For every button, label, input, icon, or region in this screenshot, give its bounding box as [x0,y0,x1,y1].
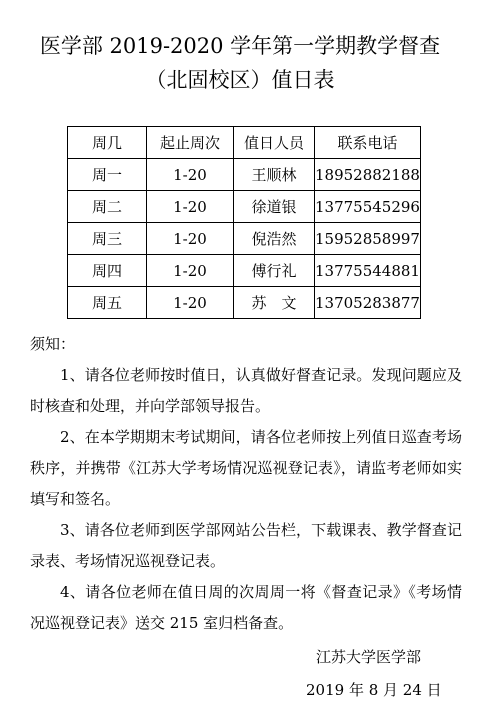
cell-duty-person: 王顺林 [234,159,315,191]
notes-heading: 须知： [30,335,76,353]
cell-weekday: 周四 [68,255,147,287]
note-item-1: 1、请各位老师按时值日，认真做好督查记录。发现问题应及时核查和处理，并向学部领导报告。 [30,366,462,415]
cell-weekday: 周一 [68,159,147,191]
table-header-row [68,127,421,159]
cell-week-range: 1-20 [147,287,234,319]
header-duty-person: 值日人员 [234,127,315,159]
cell-phone: 13775545296 [315,191,421,223]
cell-duty-person: 徐道银 [234,191,315,223]
note-item-4: 4、请各位老师在值日周的次周周一将《督查记录》《考场情况巡视登记表》送交 215 室归档备查。 [30,583,462,632]
cell-phone: 13705283877 [315,287,421,319]
cell-week-range: 1-20 [147,159,234,191]
table-row [68,191,421,223]
document-title-line1: 医学部 2019-2020 学年第一学期教学督查 [39,34,441,58]
table-row [68,255,421,287]
header-week-range: 起止周次 [147,127,234,159]
cell-duty-person: 倪浩然 [234,223,315,255]
issue-date: 2019 年 8 月 24 日 [306,681,442,699]
cell-weekday: 周三 [68,223,147,255]
cell-phone: 15952858997 [315,223,421,255]
cell-phone: 18952882188 [315,159,421,191]
document-title-line2: （北固校区）值日表 [145,68,335,92]
duty-table [67,126,421,319]
cell-week-range: 1-20 [147,191,234,223]
note-item-2: 2、在本学期期末考试期间，请各位老师按上列值日巡查考场秩序，并携带《江苏大学考场情况巡视登记表》，请监考老师如实填写和签名。 [30,428,462,508]
header-phone: 联系电话 [315,127,421,159]
cell-weekday: 周五 [68,287,147,319]
table-row [68,287,421,319]
cell-weekday: 周二 [68,191,147,223]
cell-duty-person: 傅行礼 [234,255,315,287]
cell-duty-person: 苏 文 [234,287,315,319]
cell-phone: 13775544881 [315,255,421,287]
issuing-organization: 江苏大学医学部 [316,648,422,666]
cell-week-range: 1-20 [147,255,234,287]
note-item-3: 3、请各位老师到医学部网站公告栏，下载课表、教学督查记录表、考场情况巡视登记表。 [30,521,462,570]
cell-week-range: 1-20 [147,223,234,255]
notes-section [30,329,462,639]
header-weekday: 周几 [68,127,147,159]
table-row [68,223,421,255]
table-row [68,159,421,191]
